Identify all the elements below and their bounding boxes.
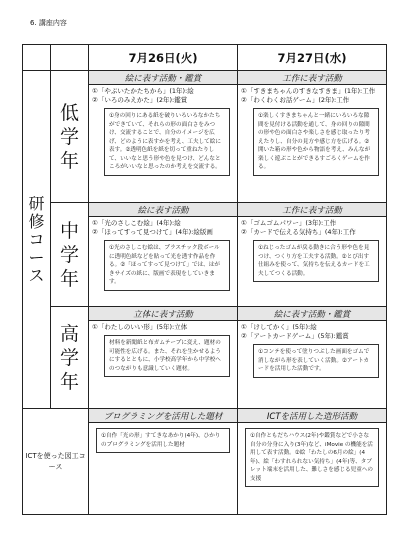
band-mid-right: 工作に表す活動: [238, 203, 387, 217]
description-box: ①楽しくすきまちゃんと一緒にいろいろな隙間を見付ける活動を通して、身の回りの隙間の形や色の面白さや楽しさを感じ取ったり考えたりし、自分の見方や感じ方を広げる。②開いた箱の形や色から物語を考え、みんなが楽しく遊ぶことができるすごろくゲームを作る。: [253, 108, 379, 176]
description-box: ①光のさしこむ絵は、プラスチック段ボールに透明色紙などを貼って光を透す作品を作る。②「ほってすって見つけて」では、はがきサイズの紙に、版画で表現をしていきます。: [104, 240, 230, 291]
program-item: ②「いろのみえかた」(2年):鑑賞: [92, 96, 188, 104]
course-label-cell: [23, 71, 51, 409]
grade-low: 低学年: [59, 101, 79, 172]
program-item: ①「やぶいたかたちから」(1年):絵: [92, 87, 194, 95]
cell-low-left: [89, 85, 238, 203]
program-item: ②「わくわくお話ゲーム」(2年):工作: [241, 96, 350, 104]
cell-ict-right: [238, 423, 387, 515]
corner-cell: [51, 45, 89, 71]
cell-high-right: [238, 321, 387, 409]
band-high-left: 立体に表す活動: [89, 307, 238, 321]
program-item: ①「ゴムゴムパワー」(3年):工作: [241, 219, 337, 227]
band-low-right: 工作に表す活動: [238, 71, 387, 85]
date-day1: 7月26日(火): [89, 45, 238, 71]
program-item: ②「カードで伝える気持ち」(4年):工作: [241, 228, 356, 236]
cell-high-left: [89, 321, 238, 409]
cell-ict-left: [89, 423, 238, 515]
description-box: 材料を新聞紙と布ガムテープに変え、題材の可能性を広げる。また、それを生かせるようにするとともに、小学校高学年から中学校へのつながりも意識していく題材。: [104, 335, 230, 377]
description-box: ①身の回りにある紙を破りいろいろなかたちができていて、それらの形の面白さをみつけ、交流することで、自分のイメージを広げ、どのように表すかを考え、工夫して絵に表す。②透明色紙を紙を切って重ねたりして、いいなと思う形や色を見つけ、どんなところがいいなと思ったのか考えを交流する。: [104, 108, 230, 176]
program-item: ①「すきまちゃんのすきなすきま」(1年):工作: [241, 87, 376, 95]
corner-cell: [23, 45, 51, 71]
band-high-right: 絵に表す活動・鑑賞: [238, 307, 387, 321]
date-day2: 7月27日(水): [238, 45, 387, 71]
program-item: ①「光のさしこむ絵」(4年):絵: [92, 219, 181, 227]
program-item: ②「アートカードゲーム」(5年):鑑賞: [241, 332, 349, 340]
ict-course-label: ICTを使った図工コース: [23, 409, 89, 515]
course-table: [22, 44, 387, 515]
cell-mid-left: [89, 217, 238, 307]
course-label: 研修コース: [28, 193, 45, 285]
grade-cell-mid: [51, 203, 89, 307]
description-box: ①自作「光の形」すてきなあかり(4年)、ひかりのプログラミングを活用した題材: [96, 428, 230, 453]
grade-cell-high: [51, 307, 89, 409]
program-item: ②「ほってすって見つけて」(4年):絵版画: [92, 228, 213, 236]
section-heading: 6. 講座内容: [30, 19, 67, 27]
description-box: ①ねじったゴムが戻る動きに合う形や色を見つけ、つくり方を工夫する活動。②とび出す仕組みを使って、気持ちを伝えるカードを工夫してつくる活動。: [253, 240, 379, 282]
description-box: ①自作ともだちハウス(2年)や鑑賞などで小さな自分の分身に入り(3年)など、iMovie の機能を活用して表す活動。②絵「わたしの6月の絵」(4年)、絵「わすれられない気持ち」(4年)等、タブレット端末を活用した、難しさを感じる児童への支援: [245, 428, 379, 487]
band-ict-left: プログラミングを活用した題材: [89, 409, 238, 423]
program-item: ①「わたしのいい形」(5年):立体: [92, 323, 188, 331]
grade-cell-low: [51, 71, 89, 203]
program-item: ①「けしてかく」(5年):絵: [241, 323, 317, 331]
cell-mid-right: [238, 217, 387, 307]
grade-high: 高学年: [59, 322, 79, 393]
band-ict-right: ICTを活用した造形活動: [238, 409, 387, 423]
description-box: ①コンテを使って塗りつぶした画面をゴムで消しながら形を表していく活動。②アートカードを活用した活動です。: [253, 344, 379, 378]
grade-mid: 中学年: [59, 219, 79, 290]
band-low-left: 絵に表す活動・鑑賞: [89, 71, 238, 85]
band-mid-left: 絵に表す活動: [89, 203, 238, 217]
cell-low-right: [238, 85, 387, 203]
